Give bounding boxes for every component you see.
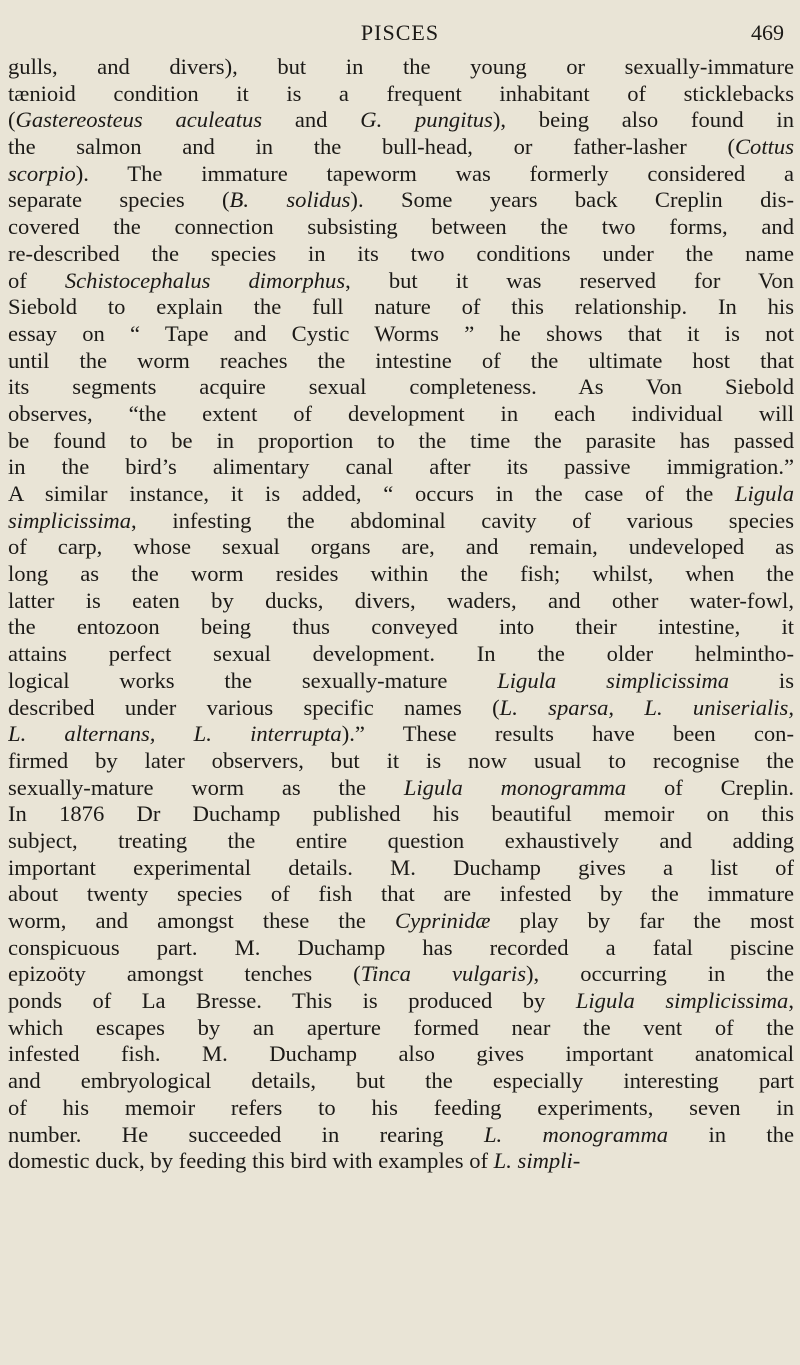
text-span: firmed by later observers, but it is now usual to recognise the	[8, 747, 794, 773]
italic-text: simplicissima	[8, 507, 132, 533]
text-span: described under various specific names (	[8, 694, 500, 720]
text-span: ). The immature tapeworm was formerly considered a	[75, 160, 794, 186]
text-line	[8, 187, 794, 214]
text-line	[8, 134, 794, 161]
text-line	[8, 668, 794, 695]
text-span: in the	[668, 1121, 794, 1147]
text-line	[8, 81, 794, 108]
text-line	[8, 1095, 794, 1122]
italic-text: Ligula	[734, 481, 794, 506]
text-line	[8, 588, 794, 615]
italic-text: Ligula simplicissima	[497, 667, 730, 693]
text-span: re-described the species in its two conditions under the name	[8, 240, 794, 266]
text-line	[8, 1041, 794, 1068]
text-line	[8, 534, 794, 561]
text-line	[8, 935, 794, 962]
italic-text: Cottus	[734, 134, 794, 160]
text-line	[8, 748, 794, 775]
text-span: its segments acquire sexual completeness. As Von Siebold	[8, 374, 794, 400]
text-span: the entozoon being thus conveyed into their intestine, it	[8, 614, 794, 640]
italic-text: G. pungitus	[360, 107, 493, 133]
text-line	[8, 641, 794, 668]
text-line	[8, 1122, 794, 1149]
italic-text: Tinca vulgaris	[360, 961, 526, 987]
text-span: , but it was reserved for Von	[345, 267, 794, 293]
text-span: tænioid condition it is a frequent inhabitant of sticklebacks	[8, 80, 794, 106]
text-span: of his memoir refers to his feeding experiments, seven in	[8, 1094, 794, 1120]
text-span: of carp, whose sexual organs are, and remain, undeveloped as	[8, 534, 794, 560]
text-span: Siebold to explain the full nature of this relationship. In his	[8, 294, 794, 320]
text-line	[8, 348, 794, 375]
text-span: In 1876 Dr Duchamp published his beautiful memoir on this	[8, 801, 794, 827]
text-span: ), being also found in	[492, 107, 794, 133]
text-line	[8, 801, 794, 828]
page-header	[0, 14, 800, 48]
text-line	[8, 614, 794, 641]
text-span: epizoöty amongst tenches (	[8, 961, 361, 987]
text-line	[8, 374, 794, 401]
text-span: number. He succeeded in rearing	[8, 1121, 484, 1147]
text-span: sexually-mature worm as the	[8, 774, 404, 800]
text-span: attains perfect sexual development. In the older helmintho-	[8, 641, 794, 667]
text-line	[8, 828, 794, 855]
text-span: long as the worm resides within the fish; whilst, when the	[8, 561, 794, 587]
italic-text: Schistocephalus dimorphus	[64, 267, 346, 293]
italic-text: B. solidus	[229, 187, 351, 213]
text-span: ponds of La Bresse. This is produced by	[8, 988, 576, 1014]
text-line	[8, 268, 794, 295]
text-line	[8, 881, 794, 908]
italic-text: L. monogramma	[483, 1121, 669, 1147]
text-span: separate species (	[8, 187, 230, 213]
text-span: observes, “the extent of development in each individual will	[8, 400, 794, 426]
text-span: , infesting the abdominal cavity of various species	[131, 507, 794, 533]
text-line	[8, 481, 794, 508]
italic-text: L. alternans, L. interrupta	[8, 721, 342, 747]
text-span: conspicuous part. M. Duchamp has recorded a fatal piscine	[8, 934, 794, 960]
text-span: be found to be in proportion to the time the parasite has passed	[8, 427, 794, 453]
text-span: play by far the most	[490, 908, 794, 933]
text-span: the salmon and in the bull-head, or father-lasher (	[8, 134, 735, 160]
text-line	[8, 908, 794, 935]
italic-text: Ligula simplicissima	[575, 988, 789, 1014]
text-line	[8, 294, 794, 321]
text-span: of Creplin.	[626, 774, 794, 800]
text-span: worm, and amongst these the	[8, 908, 396, 933]
text-line	[8, 1148, 794, 1175]
italic-text: L. simpli-	[493, 1148, 581, 1174]
text-line	[8, 454, 794, 481]
text-line	[8, 508, 794, 535]
text-span: until the worm reaches the intestine of the ultimate host that	[8, 347, 794, 373]
text-line	[8, 54, 794, 81]
text-line	[8, 961, 794, 988]
text-span: about twenty species of fish that are infested by the immature	[8, 881, 794, 907]
text-span: covered the connection subsisting between the two forms, and	[8, 214, 794, 240]
text-span: which escapes by an aperture formed near the vent of the	[8, 1014, 794, 1040]
text-span: A similar instance, it is added, “ occurs in the case of the	[8, 481, 735, 506]
running-title: PISCES	[360, 20, 440, 45]
text-line	[8, 695, 794, 722]
text-span: essay on “ Tape and Cystic Worms ” he shows that it is not	[8, 320, 794, 346]
text-line	[8, 241, 794, 268]
text-span: gulls, and divers), but in the young or sexually-immature	[8, 54, 794, 79]
text-span: logical works the sexually-mature	[8, 667, 498, 693]
italic-text: Gastereosteus aculeatus	[15, 107, 263, 133]
italic-text: scorpio	[8, 160, 76, 186]
text-span: ,	[788, 988, 794, 1014]
text-line	[8, 161, 794, 188]
text-line	[8, 855, 794, 882]
text-line	[8, 561, 794, 588]
text-span: of	[8, 267, 65, 293]
text-line	[8, 401, 794, 428]
text-span: ).” These results have been con-	[341, 721, 794, 747]
text-span: is	[729, 667, 794, 693]
text-line	[8, 1015, 794, 1042]
text-line	[8, 988, 794, 1015]
text-span: ), occurring in the	[526, 961, 794, 987]
text-line	[8, 321, 794, 348]
italic-text: Cyprinidæ	[395, 908, 491, 933]
text-line	[8, 214, 794, 241]
text-line	[8, 775, 794, 802]
text-span: and	[262, 107, 361, 133]
text-line	[8, 107, 794, 134]
text-span: ). Some years back Creplin dis-	[350, 187, 794, 213]
text-span: and embryological details, but the especially interesting part	[8, 1068, 794, 1094]
text-span: domestic duck, by feeding this bird with examples of	[8, 1148, 494, 1174]
text-span: important experimental details. M. Duchamp gives a list of	[8, 854, 794, 880]
text-span: latter is eaten by ducks, divers, waders, and other water-fowl,	[8, 587, 794, 613]
italic-text: L. sparsa, L. uniserialis,	[499, 694, 794, 720]
text-line	[8, 721, 794, 748]
text-span: in the bird’s alimentary canal after its passive immigration.”	[8, 454, 794, 480]
page-number: 469	[751, 20, 784, 45]
text-line	[8, 428, 794, 455]
italic-text: Ligula monogramma	[403, 774, 627, 800]
body-text	[8, 54, 794, 1175]
text-line	[8, 1068, 794, 1095]
text-span: subject, treating the entire question exhaustively and adding	[8, 827, 794, 853]
text-span: (	[8, 107, 16, 133]
text-span: infested fish. M. Duchamp also gives important anatomical	[8, 1041, 794, 1067]
